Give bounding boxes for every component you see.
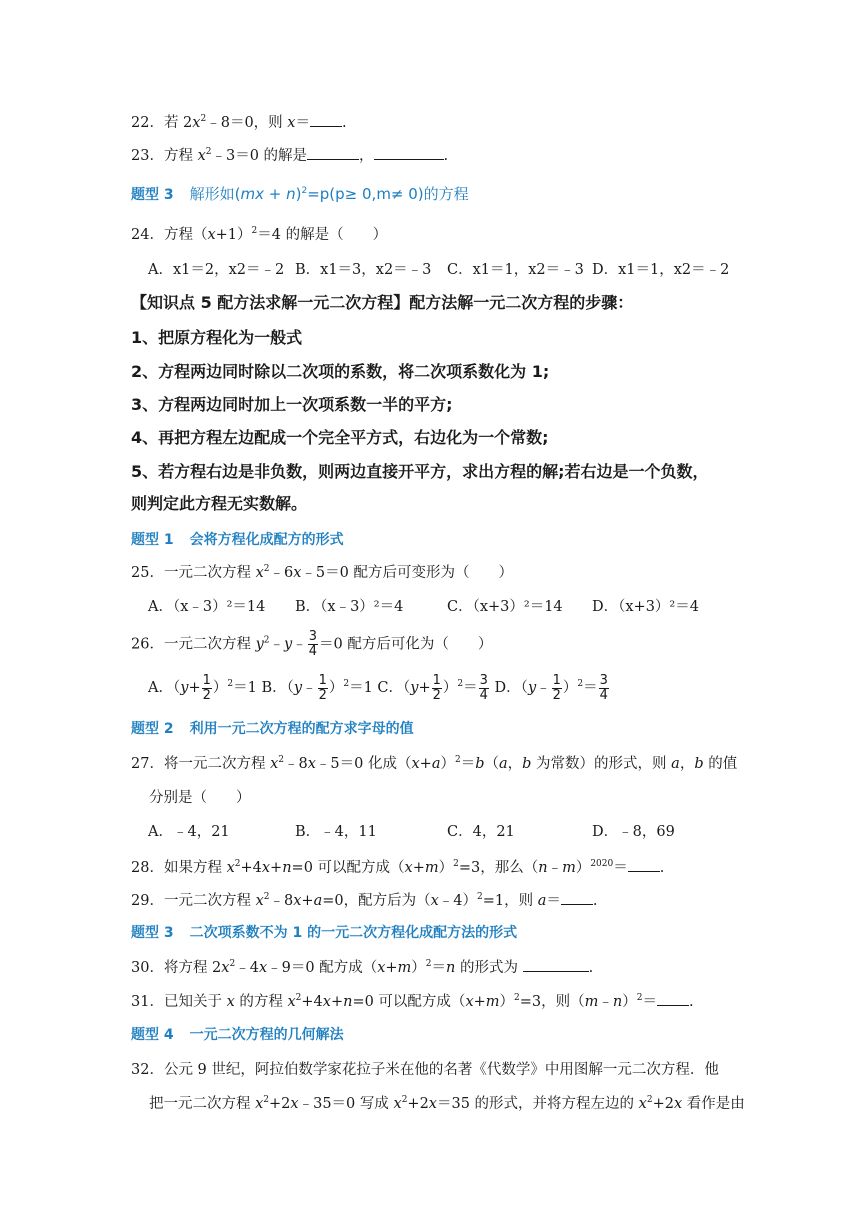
question-25-stem: 25．一元二次方程 $x^2﹣6x﹣5=0$ 配方后可变形为（ ） — [131, 564, 513, 581]
question-26-options — [148, 671, 760, 705]
option-d[interactable]: D．（x+3）²＝4 — [592, 599, 699, 615]
option-a[interactable]: A．x1＝2，x2＝﹣2 — [148, 262, 285, 278]
option-a[interactable]: A．（x﹣3）²＝14 — [148, 599, 266, 615]
step-3: 3、方程两边同时加上一次项系数一半的平方; — [131, 395, 453, 414]
question-27-options — [148, 822, 760, 844]
option-d[interactable]: D．x1＝1，x2＝﹣2 — [592, 262, 730, 278]
option-a[interactable]: A．（y+ $\frac{1}{2}$ ）$^2$＝1 — [148, 672, 257, 703]
question-22: 22．若 $2x^2﹣8=0$，则 x＝ . — [131, 114, 347, 131]
section-heading-type2: 题型 2 利用一元二次方程的配方求字母的值 — [131, 721, 414, 737]
option-c[interactable]: C．（y+ $\frac{1}{2}$ ）$^2$＝ $\frac{3}{4}$ — [377, 672, 488, 703]
option-c[interactable]: C．4，21 — [447, 824, 515, 840]
option-b[interactable]: B．x1＝3，x2＝﹣3 — [295, 262, 432, 278]
question-24-stem: 24．方程$(x+1)^2=4$ 的解是（ ） — [131, 226, 388, 243]
step-5-continued: 则判定此方程无实数解。 — [131, 494, 308, 513]
section-heading-type4: 题型 4 一元二次方程的几何解法 — [131, 1027, 344, 1043]
question-27-line2: 分别是（ ） — [149, 790, 251, 806]
question-28: 28．如果方程 $x^2+4x+n=0$ 可以配方成$(x+m)^2=3$，那么（n﹣m）$^{2020}$＝ . — [131, 859, 665, 876]
question-27-line1: 27．将一元二次方程 $x^2﹣8x﹣5=0$ 化成$(x+a)^2=b(a$，b 为常数）的形式，则 a，b 的值 — [131, 755, 738, 772]
question-26-stem: 26．一元二次方程 $y^2﹣y﹣$ $\frac{3}{4}$ ＝0 配方后可化为（ ） — [131, 629, 493, 659]
answer-blank[interactable] — [310, 112, 342, 127]
question-32-line1: 32．公元 9 世纪，阿拉伯数学家花拉子米在他的名著《代数学》中用图解一元二次方程．他 — [131, 1062, 719, 1078]
step-5: 5、若方程右边是非负数，则两边直接开平方，求出方程的解;若右边是一个负数， — [131, 462, 709, 481]
option-d[interactable]: D．﹣8，69 — [592, 824, 675, 840]
option-a[interactable]: A．﹣4，21 — [148, 824, 230, 840]
option-c[interactable]: C．（x+3）²＝14 — [447, 599, 563, 615]
section-heading-type3-form: 题型 3 解形如(mx + n)$^2$=p(p≥ 0,m≠ 0)的方程 — [131, 185, 469, 203]
question-31: 31．已知关于 x 的方程 $x^2+4x+n=0$ 可以配方成$(x+m)^2=3$，则（m﹣n）$^2$＝ . — [131, 993, 694, 1010]
question-30: 30．将方程 $2x^2﹣4x﹣9=0$ 配方成$(x+m)^2=n$ 的形式为 . — [131, 959, 594, 976]
answer-blank[interactable] — [374, 145, 444, 160]
option-c[interactable]: C．x1＝1，x2＝﹣3 — [447, 262, 584, 278]
fraction-three-quarters: $\frac{3}{4}$ — [308, 629, 317, 659]
step-2: 2、方程两边同时除以二次项的系数，将二次项系数化为 1; — [131, 362, 550, 381]
answer-blank[interactable] — [307, 145, 359, 160]
step-4: 4、再把方程左边配成一个完全平方式，右边化为一个常数; — [131, 428, 549, 447]
option-b[interactable]: B．（y﹣ $\frac{1}{2}$ ）$^2$＝1 — [261, 672, 373, 703]
answer-blank[interactable] — [657, 991, 689, 1006]
option-b[interactable]: B．（x﹣3）²＝4 — [295, 599, 404, 615]
question-32-line2: 把一元二次方程 $x^2+2x﹣35=0$ 写成 $x^2+2x=35$ 的形式，并将方程左边的 $x^2+2x$ 看作是由 — [149, 1095, 745, 1112]
knowledge-point-5-title: 【知识点 5 配方法求解一元二次方程】配方法解一元二次方程的步骤： — [131, 293, 634, 312]
question-29: 29．一元二次方程 $x^2﹣8x+a=0$，配方后为（x﹣4）$^2$=1，则 a＝ . — [131, 892, 598, 909]
step-1: 1、把原方程化为一般式 — [131, 328, 303, 347]
option-d[interactable]: D．（y﹣ $\frac{1}{2}$ ）$^2$＝ $\frac{3}{4}$ — [494, 672, 608, 703]
section-heading-type3-coefficient: 题型 3 二次项系数不为 1 的一元二次方程化成配方法的形式 — [131, 925, 518, 941]
question-23: 23．方程 $x^2﹣3=0$ 的解是 ， . — [131, 147, 449, 164]
section-heading-type1: 题型 1 会将方程化成配方的形式 — [131, 532, 344, 548]
answer-blank[interactable] — [523, 957, 589, 972]
option-b[interactable]: B．﹣4，11 — [295, 824, 377, 840]
answer-blank[interactable] — [628, 857, 660, 872]
question-24-options — [148, 260, 760, 282]
answer-blank[interactable] — [561, 890, 593, 905]
question-25-options — [148, 597, 760, 619]
